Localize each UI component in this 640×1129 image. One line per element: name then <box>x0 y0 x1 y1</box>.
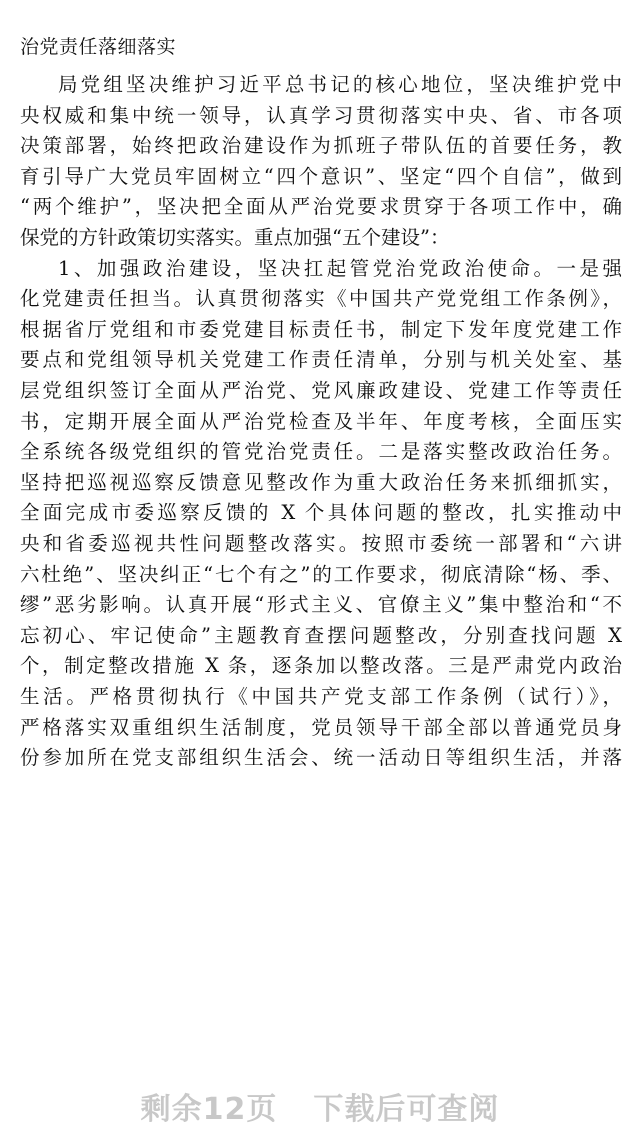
section-heading: 治党责任落细落实 <box>20 36 177 58</box>
body-line: 缪”恶劣影响。认真开展“形式主义、官僚主义”集中整治和“不 <box>20 593 622 617</box>
body-line: 化党建责任担当。认真贯彻落实《中国共产党党组工作条例》， <box>20 287 622 311</box>
preview-limit-banner[interactable] <box>0 1084 640 1128</box>
remaining-pages-label: 剩余12页 <box>140 1092 278 1127</box>
body-line: 全系统各级党组织的管党治党责任。二是落实整改政治任务。 <box>20 440 622 464</box>
body-line: “两个维护”，坚决把全面从严治党要求贯穿于各项工作中，确 <box>20 195 622 219</box>
body-line: 全面完成市委巡察反馈的 X 个具体问题的整改，扎实推动中 <box>20 501 622 525</box>
body-line: 央和省委巡视共性问题整改落实。按照市委统一部署和“六讲 <box>20 532 622 555</box>
body-line: 育引导广大党员牢固树立“四个意识”、坚定“四个自信”，做到 <box>20 164 622 188</box>
body-line: 份参加所在党支部组织生活会、统一活动日等组织生活，并落 <box>20 746 622 770</box>
body-line: 个，制定整改措施 X 条，逐条加以整改落。三是严肃党内政治 <box>20 654 622 678</box>
body-line: 严格落实双重组织生活制度，党员领导干部全部以普通党员身 <box>20 715 622 739</box>
body-line: 决策部署，始终把政治建设作为抓班子带队伍的首要任务，教 <box>20 134 622 158</box>
body-line: 坚持把巡视巡察反馈意见整改作为重大政治任务来抓细抓实， <box>20 470 622 494</box>
body-line: 保党的方针政策切实落实。重点加强“五个建设”： <box>20 226 450 249</box>
body-line: 央权威和集中统一领导，认真学习贯彻落实中央、省、市各项 <box>20 103 622 127</box>
body-line: 忘初心、牢记使命”主题教育查摆问题整改，分别查找问题 X <box>20 623 622 647</box>
body-line: 书，定期开展全面从严治党检查及半年、年度考核，全面压实 <box>20 409 622 433</box>
body-line: 要点和党组领导机关党建工作责任清单，分别与机关处室、基 <box>20 348 622 372</box>
body-line: 生活。严格贯彻执行《中国共产党支部工作条例（试行）》， <box>20 685 622 708</box>
body-line: 层党组织签订全面从严治党、党风廉政建设、党建工作等责任 <box>20 379 622 402</box>
body-line: 六杜绝”、坚决纠正“七个有之”的工作要求，彻底清除“杨、季、 <box>20 562 622 586</box>
download-hint-label: 下载后可查阅 <box>313 1092 500 1127</box>
body-line: 根据省厅党组和市委党建目标责任书，制定下发年度党建工作 <box>20 317 622 341</box>
body-line: 局党组坚决维护习近平总书记的核心地位，坚决维护党中 <box>58 73 622 96</box>
body-line: 1、加强政治建设，坚决扛起管党治党政治使命。一是强 <box>58 256 622 280</box>
